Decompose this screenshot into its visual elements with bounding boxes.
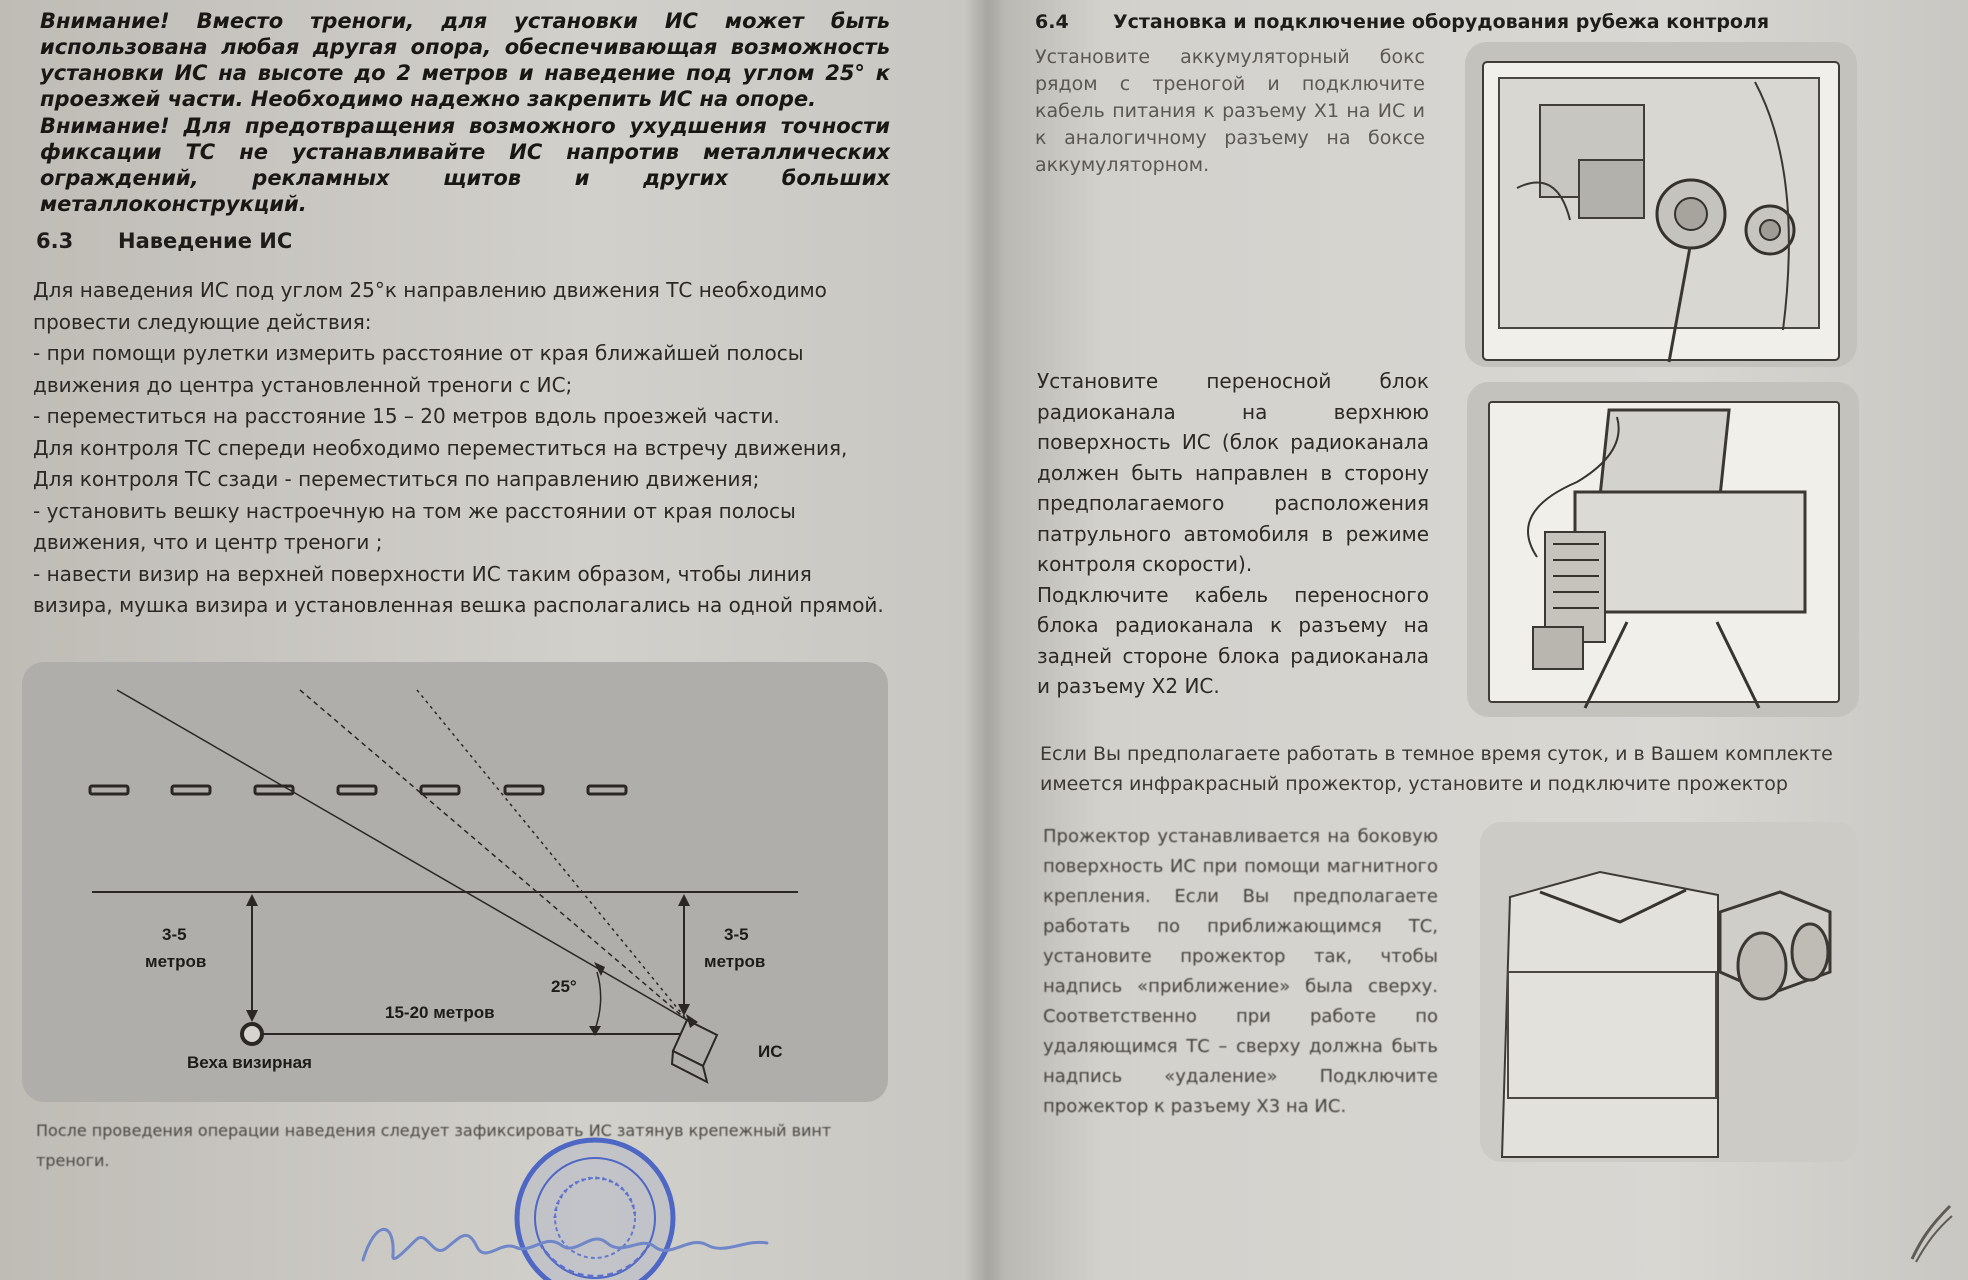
sight-line-dashed xyxy=(300,690,687,1020)
section-title: Наведение ИС xyxy=(118,229,293,253)
handwritten-signature xyxy=(355,1205,775,1275)
sight-line-dotted xyxy=(417,690,687,1020)
page-fold-shadow xyxy=(965,0,1005,1280)
section-heading-6-4 xyxy=(1035,11,1769,33)
section-title: Установка и подключение оборудования рубежа контроля xyxy=(1113,11,1770,33)
step-line: Для контроля ТС спереди необходимо переместиться на встречу движения, xyxy=(33,435,848,460)
after-aiming-note: После проведения операции наведения следует зафиксировать ИС затянув крепежный винт треноги. xyxy=(36,1121,832,1170)
step-line: - установить вешку настроечную на том же расстоянии от края полосы движения, что и центр треноги ; xyxy=(33,498,796,554)
step-line: Для контроля ТС сзади - переместиться по направлению движения; xyxy=(33,467,760,491)
angle-arc xyxy=(594,972,601,1032)
right-distance-unit: метров xyxy=(704,952,766,971)
angle-label: 25° xyxy=(551,977,577,996)
step-line: - при помощи рулетки измерить расстояние от края ближайшей полосы движения до центра установленной треноги с ИС; xyxy=(33,341,804,397)
corner-mark xyxy=(1902,1196,1957,1266)
section-number: 6.4 xyxy=(1035,11,1069,33)
warning-note-support: Внимание! Вместо треноги, для установки ИС может быть использована любая другая опора, обеспечивающая возможность установки ИС на высоте до 2 метров и наведение под углом 25° к проезжей части. Необходимо надежно закрепить ИС на опоре. xyxy=(40,9,890,111)
ir-projector-drawing xyxy=(1480,822,1858,1162)
ir-projector-instructions: Прожектор устанавливается на боковую поверхность ИС при помощи магнитного крепления. Если Вы предполагаете работать по приближающимся ТС, установите прожектор так, чтобы надпись «приближение» была сверху. Соответственно при работе по удаляющимся ТС – сверху должна быть надпись «удаление» Подключите прожектор к разъему X3 на ИС. xyxy=(1043,826,1438,1117)
span-label: 15-20 метров xyxy=(385,1003,495,1022)
device-label: ИС xyxy=(758,1042,783,1061)
ir-projector-intro: Если Вы предполагаете работать в темное время суток, и в Вашем комплекте имеется инфракрасный прожектор, установите и подключите прожектор xyxy=(1040,743,1833,795)
radio-install-paragraph: Установите переносной блок радиоканала на верхнюю поверхность ИС (блок радиоканала должен быть направлен в сторону предполагаемого расположения патрульного автомобиля в режиме контроля скорости). xyxy=(1037,369,1429,576)
aiming-steps xyxy=(33,275,888,622)
ir-projector-illustration xyxy=(1480,822,1858,1162)
pole-label: Веха визирная xyxy=(187,1053,312,1072)
corner-mark-drawing xyxy=(1902,1196,1957,1266)
step-line: Для наведения ИС под углом 25°к направлению движения ТС необходимо провести следующие действия: xyxy=(33,278,827,334)
radio-unit-drawing xyxy=(1467,382,1859,717)
battery-connector-illustration xyxy=(1465,42,1857,367)
lane-dash-marks xyxy=(90,786,626,794)
radio-instructions xyxy=(1037,366,1429,702)
radio-unit-illustration xyxy=(1467,382,1859,717)
radio-connect-paragraph: Подключите кабель переносного блока радиоканала к разъему на задней стороне блока радиоканала и разъему X2 ИС. xyxy=(1037,582,1429,698)
aiming-diagram xyxy=(22,662,888,1102)
step-line: - навести визир на верхней поверхности ИС таким образом, чтобы линия визира, мушка визира и установленная вешка располагались на одной прямой. xyxy=(33,561,884,617)
device-symbol xyxy=(672,1014,717,1082)
signature-drawing xyxy=(355,1205,775,1275)
left-distance-value: 3-5 xyxy=(162,925,187,944)
section-heading-6-3 xyxy=(36,229,292,253)
battery-instructions: Установите аккумуляторный бокс рядом с треногой и подключите кабель питания к разъему X1 на ИС и к аналогичному разъему на боксе аккумуляторном. xyxy=(1035,46,1425,176)
section-number: 6.3 xyxy=(36,229,74,253)
left-distance-unit: метров xyxy=(145,952,207,971)
aiming-diagram-drawing xyxy=(22,662,888,1102)
sighting-pole-marker xyxy=(242,1024,262,1044)
warning-note-metal: Внимание! Для предотвращения возможного ухудшения точности фиксации ТС не устанавливайте ИС напротив металлических ограждений, рекламных щитов и других больших металлоконструкций. xyxy=(40,114,890,216)
right-distance-value: 3-5 xyxy=(724,925,749,944)
left-page xyxy=(0,0,980,1280)
battery-connector-drawing xyxy=(1465,42,1857,367)
step-line: - переместиться на расстояние 15 – 20 метров вдоль проезжей части. xyxy=(33,404,780,428)
